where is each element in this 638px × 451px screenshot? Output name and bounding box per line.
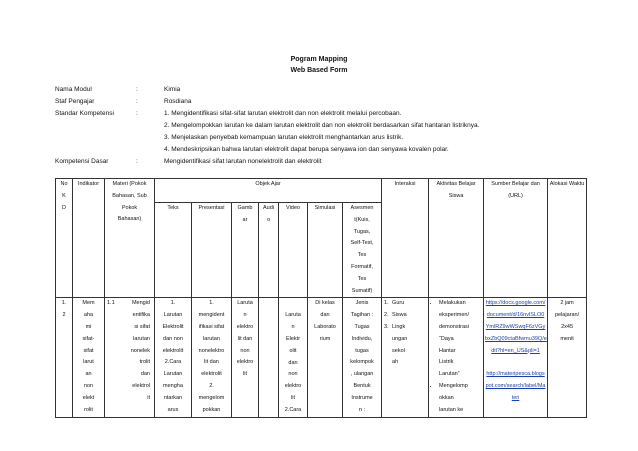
cell-asesmen: Jenis Tagihan : Tugas Individu, tugas kelompok , ulangan Bentuk Instrume n : (343, 298, 382, 417)
sumber-link-google-docs[interactable]: https://docs.google.com/ document/d/16nvlSLO0 YmlRZ9wWSwqF6zVGy bxZbQ09ctaBfwmu39Q/e dit?hl=en_US&pli=1 (485, 300, 547, 354)
cell-audio (259, 298, 279, 417)
standar-kompetensi-item: 2. Mengelompokkan larutan ke dalam larutan elektrolit dan non elektrolit berdasarkan sifat hantaran listriknya. (164, 122, 480, 129)
cell-aktivitas (429, 298, 484, 417)
interaksi-text: Lingk ungan sekol ah (392, 323, 408, 366)
standar-kompetensi-item: 4. Mendeskripsikan bahwa larutan elektrolit dapat berupa senyawa ion dan senyawa kovalen polar. (164, 146, 449, 153)
header-audio: Audi o (259, 203, 279, 298)
interaksi-number: 3. (384, 323, 389, 330)
info-colon: : (136, 110, 138, 117)
sumber-link-materipesca[interactable]: http://materipesca.blogs pot.com/search/label/Ma teri (485, 371, 546, 401)
cell-simulasi: Di kelas dan Laborato rium (308, 298, 343, 417)
cell-interaksi (382, 298, 429, 417)
header-objek-ajar: Objek Ajar (155, 179, 382, 203)
interaksi-number: 1. (384, 300, 389, 307)
interaksi-number: 2. (384, 312, 389, 319)
cell-alokasi-waktu: 2 jam pelajaran/ 2x45 menit (548, 298, 587, 417)
interaksi-item (384, 298, 427, 310)
info-standar-kompetensi-label: Standar Kompetensi (55, 110, 114, 117)
header-materi: Materi (Pokok Bahasan, Sub Pokok Bahasan) (105, 179, 155, 298)
header-video: Video (279, 203, 308, 298)
cell-presentasi: 1. mengident ifikasi sifat larutan nonelektro lit dan elektrolit 2. mengelom pokkan (192, 298, 232, 417)
header-interaksi: Interaksi (382, 179, 429, 298)
info-staf-pengajar-label: Staf Pengajar (55, 98, 95, 105)
header-gambar: Gamb ar (232, 203, 259, 298)
interaksi-item (384, 310, 427, 322)
header-sumber-belajar: Sumber Belajar dan (URL) (484, 179, 548, 298)
header-presentasi: Presentasi (192, 203, 232, 298)
info-colon: : (136, 158, 138, 165)
standar-kompetensi-item: 1. Mengidentifikasi sifat-sifat larutan elektrolit dan non elektrolit melalui percobaan. (164, 110, 402, 117)
header-indikator: Indikator (73, 179, 105, 298)
info-nama-modul-label: Nama Modul (55, 86, 92, 93)
standar-kompetensi-item: 3. Menjelaskan penyebab kemampuan larutan elektrolit menghantarkan arus listrik. (164, 134, 404, 141)
doc-title: Pogram Mapping (290, 56, 348, 63)
aktivitas-item: • Melakukan eksperimen/ demonstrasi “Daya Hantar Listrik Larutan” (439, 298, 482, 381)
header-teks: Teks (155, 203, 192, 298)
aktivitas-item: • Mengelomp okkan larutan ke (439, 381, 482, 416)
materi-text: Mengid entifika si sifat larutan nonelek trolit dan elektrol it (130, 300, 150, 401)
interaksi-text: Guru (392, 300, 405, 307)
header-aktivitas: Aktivitas Belajar Siswa (429, 179, 484, 298)
interaksi-text: Siswa (392, 312, 407, 319)
header-simulasi: Simulasi (308, 203, 343, 298)
header-no-kd: No K D (56, 179, 73, 298)
cell-indikator: Mem aha mi sifat- sifat larut an non elekt rolit (73, 298, 105, 417)
info-kompetensi-dasar-label: Kompetensi Dasar (55, 158, 109, 165)
cell-sumber-belajar (484, 298, 548, 417)
cell-no: 1. 2 (56, 298, 73, 417)
materi-number: 1.1 (107, 300, 115, 307)
cell-teks: 1. Larutan Elektrolit dan non elektrolit 2.Cara Larutan mengha ntarkan arus (155, 298, 192, 417)
info-colon: : (136, 98, 138, 105)
cell-video: Laruta n Elektr olit dan non elektro lit 2.Cara (279, 298, 308, 417)
info-colon: : (136, 86, 138, 93)
cell-gambar: Laruta n elektro lit dan non elektro lit (232, 298, 259, 417)
doc-subtitle: Web Based Form (290, 67, 348, 74)
mapping-table (55, 178, 587, 418)
interaksi-item (384, 322, 427, 369)
info-nama-modul-value: Kimia (164, 86, 181, 93)
table-row (56, 298, 587, 417)
cell-materi (105, 298, 155, 417)
info-staf-pengajar-value: Rosdiana (164, 98, 192, 105)
header-asesmen: Asesmen t(Kuis, Tugas, Self-Test, Tes Formatif, Tes Sumatif) (343, 203, 382, 298)
header-alokasi-waktu: Alokasi Waktu (548, 179, 587, 298)
info-kompetensi-dasar-value: Mengidentifikasi sifat larutan nonelektrolit dan elektrolit (164, 158, 322, 165)
